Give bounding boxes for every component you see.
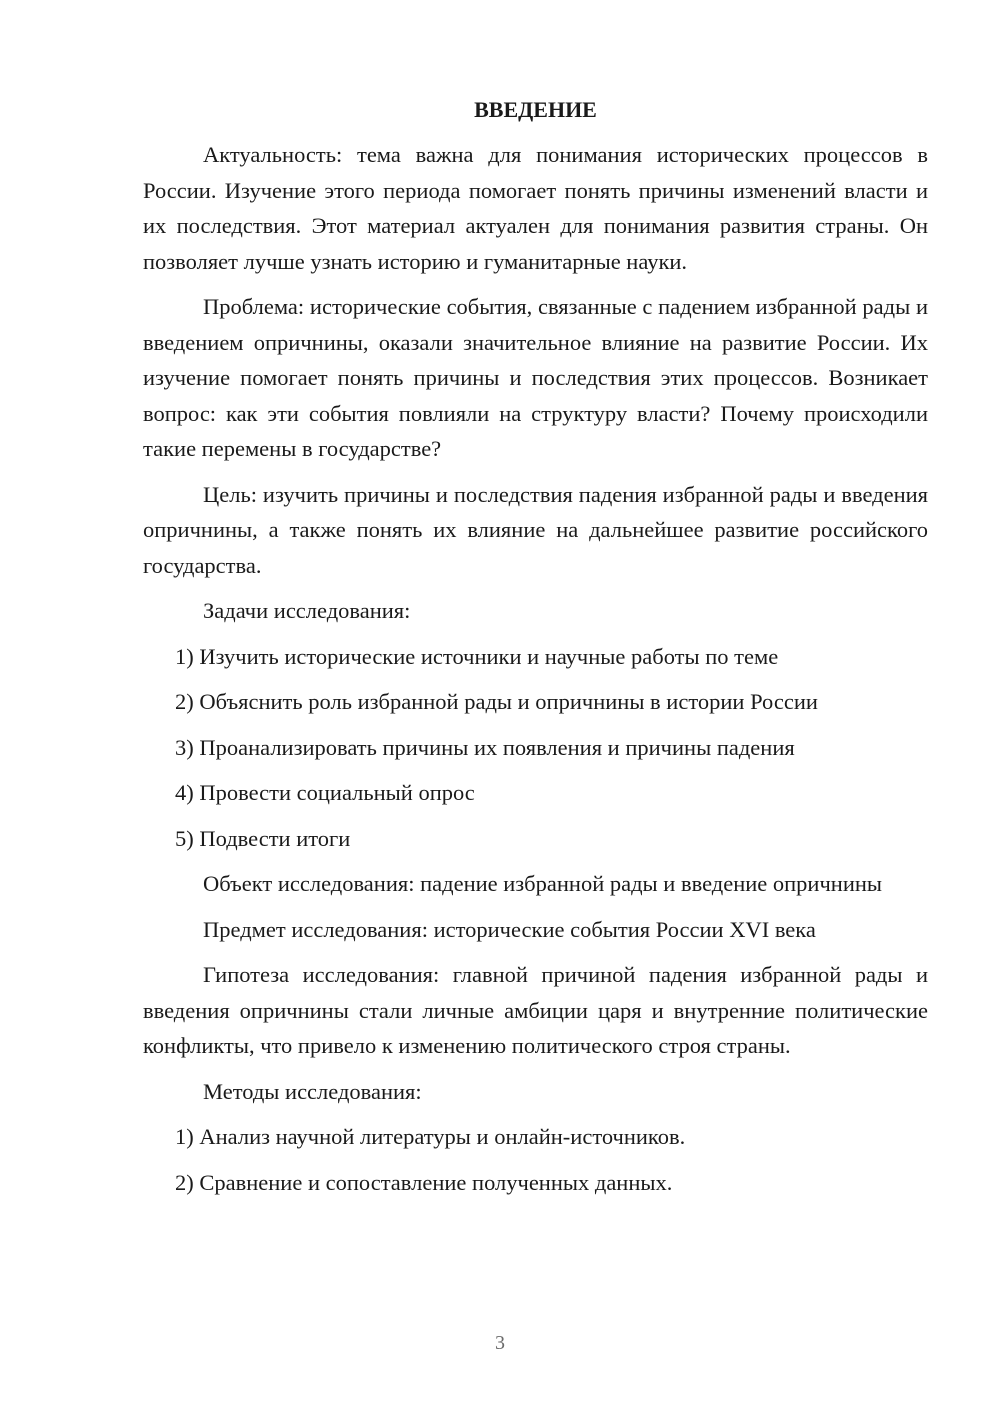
page-title: ВВЕДЕНИЕ [474,97,597,122]
problem-paragraph: Проблема: исторические события, связанные с падением избранной рады и введением опричнины, оказали значительное влияние на развитие России. Их изучение помогает понять причины и последствия этих процессов. Возникает вопрос: как эти события повлияли на структуру власти? Почему происходили такие перемены в государстве? [143,294,928,461]
methods-list [143,1119,928,1200]
tasks-list [143,639,928,857]
object-paragraph: Объект исследования: падение избранной рады и введение опричнины [203,871,883,896]
subject-paragraph: Предмет исследования: исторические события России XVI века [203,916,816,942]
page-number: 3 [495,1332,505,1354]
tasks-label: Задачи исследования: [203,598,411,623]
list-item: 2) Объяснить роль избранной рады и опричнины в истории России [175,689,818,714]
hypothesis-paragraph: Гипотеза исследования: главной причиной падения избранной рады и введения опричнины стали личные амбиции царя и внутренние политические конфликты, что привело к изменению политического строя страны. [143,962,928,1058]
document-page [143,92,928,1210]
list-item: 1) Анализ научной литературы и онлайн-источников. [175,1124,686,1149]
list-item: 3) Проанализировать причины их появления и причины падения [175,734,795,760]
methods-label: Методы исследования: [203,1078,422,1104]
goal-paragraph: Цель: изучить причины и последствия падения избранной рады и введения опричнины, а также понять их влияние на дальнейшее развитие российского государства. [143,481,928,578]
list-item: 4) Провести социальный опрос [175,780,475,805]
list-item: 5) Подвести итоги [175,825,351,851]
relevance-paragraph: Актуальность: тема важна для понимания исторических процессов в России. Изучение этого периода помогает понять причины изменений власти и их последствия. Этот материал актуален для понимания развития страны. Он позволяет лучше узнать историю и гуманитарные науки. [143,142,928,274]
list-item: 2) Сравнение и сопоставление полученных данных. [175,1169,673,1195]
list-item: 1) Изучить исторические источники и научные работы по теме [175,643,779,669]
